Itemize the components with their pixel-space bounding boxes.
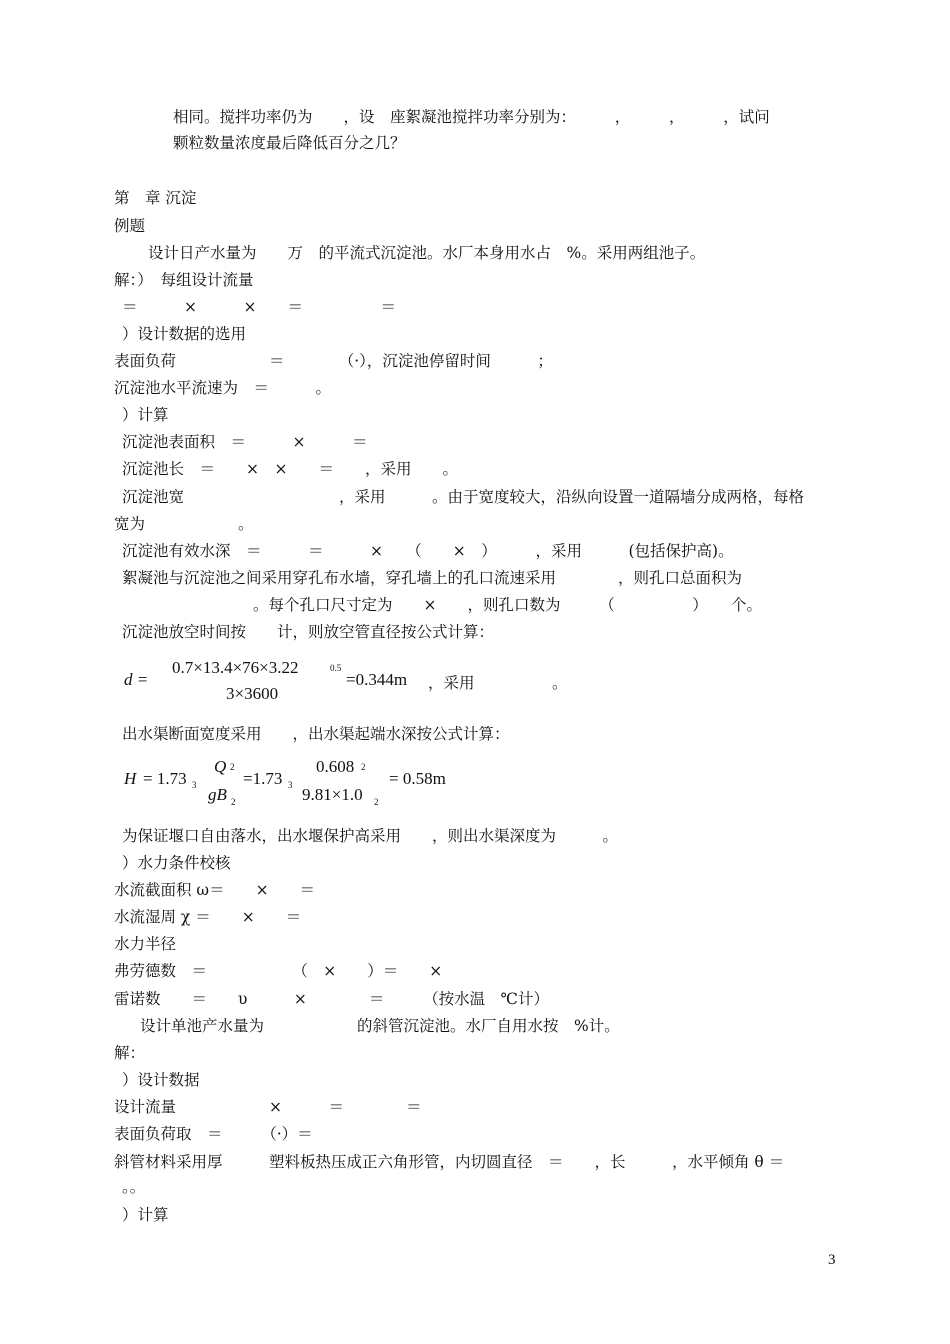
eq2-mid: =1.73: [243, 769, 283, 788]
eq2-den-symbol: gB: [208, 785, 227, 804]
text-line-16: 沉淀池有效水深 ＝ ＝ × （ × ） ，采用 (包括保护高)。: [122, 542, 734, 560]
text-line-32: 表面负荷取 ＝ （·）＝: [114, 1125, 313, 1143]
text-line-2: 颗粒数量浓度最后降低百分之几？: [173, 134, 406, 152]
text-line-31: 设计流量 × ＝ ＝: [114, 1098, 422, 1116]
text-line-30: ）设计数据: [122, 1071, 200, 1089]
eq2-den-exp: 2: [231, 797, 236, 807]
eq2-lhs-symbol: H: [124, 769, 137, 788]
eq1-tail: ，采用 。: [428, 674, 568, 692]
text-line-28: 设计单池产水量为 的斜管沉淀池。水厂自用水按 %计。: [140, 1017, 620, 1035]
text-line-12: 沉淀池表面积 ＝ × ＝: [122, 433, 368, 451]
chapter-heading: 第 章 沉淀: [114, 189, 197, 207]
text-line-7: ＝ × × ＝ ＝: [122, 298, 396, 316]
eq1-numerator: 0.7×13.4×76×3.22: [172, 658, 299, 677]
text-line-1: 相同。搅拌功率仍为 ，设 座絮凝池搅拌功率分别为： ， ， ，试问: [173, 108, 770, 126]
text-line-22: ）水力条件校核: [122, 854, 231, 872]
eq2-num-exp: 2: [230, 762, 235, 772]
text-line-29: 解：: [114, 1044, 146, 1062]
eq1-result: =0.344m: [346, 670, 408, 689]
eq2-lhs: = 1.73: [143, 769, 187, 788]
text-line-19: 沉淀池放空时间按 计，则放空管直径按公式计算：: [122, 623, 495, 641]
eq2-den-value: 9.81×1.0: [302, 785, 363, 804]
eq2-den-value-exp: 2: [374, 797, 379, 807]
eq2-root-index: 3: [192, 780, 197, 790]
text-line-14: 沉淀池宽 ，采用 。由于宽度较大，沿纵向设置一道隔墙分成两格，每格: [122, 488, 805, 506]
text-line-23: 水流截面积 ω＝ × ＝: [114, 881, 316, 899]
example-heading: 例题: [114, 217, 146, 235]
text-line-18: 。每个孔口尺寸定为 × ，则孔口数为 （ ） 个。: [253, 596, 762, 614]
eq1-denominator: 3×3600: [226, 684, 279, 703]
eq1-exponent: 0.5: [330, 663, 342, 673]
text-line-21: 为保证堰口自由落水，出水堰保护高采用 ，则出水渠深度为 。: [122, 827, 619, 845]
text-line-25: 水力半径: [114, 935, 177, 953]
text-line-8: ）设计数据的选用: [122, 325, 247, 343]
text-line-26: 弗劳德数 ＝ （ × ）＝ ×: [114, 962, 443, 980]
text-line-10: 沉淀池水平流速为 ＝ 。: [114, 379, 332, 397]
text-line-20: 出水渠断面宽度采用 ，出水渠起端水深按公式计算：: [122, 725, 510, 743]
eq2-num-value: 0.608: [316, 757, 355, 776]
text-line-34: 。。: [122, 1178, 146, 1196]
page-number: 3: [828, 1252, 836, 1268]
text-line-15: 宽为 。: [114, 515, 254, 533]
eq2-num-symbol: Q: [214, 757, 227, 776]
text-line-17: 絮凝池与沉淀池之间采用穿孔布水墙，穿孔墙上的孔口流速采用 ，则孔口总面积为: [122, 569, 743, 587]
text-line-35: ）计算: [122, 1206, 169, 1224]
eq2-root-index2: 3: [288, 780, 293, 790]
text-line-13: 沉淀池长 ＝ × × ＝ ，采用 。: [122, 460, 458, 478]
eq2-result: = 0.58m: [389, 769, 446, 788]
text-line-11: ）计算: [122, 406, 169, 424]
text-line-9: 表面负荷 ＝ （·），沉淀池停留时间 ；: [114, 352, 553, 370]
text-line-27: 雷诺数 ＝ υ × ＝ （按水温 ℃计）: [114, 990, 550, 1008]
text-line-33: 斜管材料采用厚 塑料板热压成正六角形管，内切圆直径 ＝ ，长 ，水平倾角 θ ＝: [114, 1153, 785, 1171]
text-line-6: 解：） 每组设计流量: [114, 271, 254, 289]
eq1-lhs: d =: [124, 670, 149, 689]
text-line-24: 水流湿周 χ ＝ × ＝: [114, 908, 302, 926]
text-line-5: 设计日产水量为 万 的平流式沉淀池。水厂本身用水占 %。采用两组池子。: [148, 244, 706, 262]
eq2-num-value-exp: 2: [361, 762, 366, 772]
